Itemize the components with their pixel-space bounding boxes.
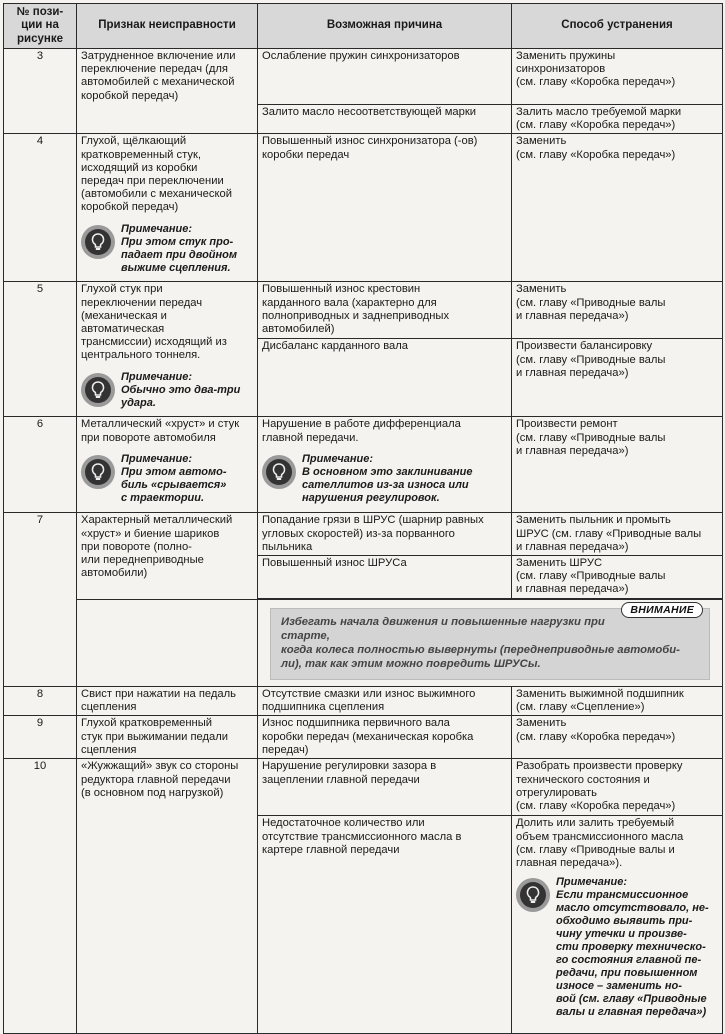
- note-text: В основном это заклинивание сателлитов из-за износа или нарушения регулировок.: [302, 465, 473, 504]
- note-box: [81, 223, 253, 275]
- note-text: Обычно это два-три удара.: [121, 383, 241, 409]
- remedy-cell: Заменить пружины синхронизаторов (см. главу «Коробка передач»): [512, 49, 723, 105]
- lightbulb-icon: [262, 455, 296, 489]
- table-row: [4, 134, 723, 282]
- warning-text: Избегать начала движения и повышенные нагрузки при старте, когда колеса полностью вывернуты (переднеприводные автомоби- ли), так как этим можно повредить ШРУСы.: [281, 616, 680, 671]
- note-text: Если трансмиссионное масло отсутствовало, не- обходимо выявить при- чину утечки и произве- сти проверку техническо- го состояния главной пе- редачи, при повышенном износе – заменить но- вой (см. главу «Приводные валы и главная передача»): [556, 889, 709, 1019]
- table-row: [4, 49, 723, 105]
- symptom-cell: Глухой стук при переключении передач (механическая и автоматическая трансмиссии) исходящий из центрального тоннеля. Примечание: Обычно это два-три удара.: [77, 282, 258, 417]
- symptom-cell: Затрудненное включение или переключение передач (для автомобилей с механической коробкой передач): [77, 49, 258, 134]
- lightbulb-icon: [81, 455, 115, 489]
- symptom-cell: Металлический «хруст» и стук при повороте автомобиля Примечание: При этом автомо- биль «срывается» с траектории.: [77, 417, 258, 513]
- cause-cell: Недостаточное количество или отсутствие трансмиссионного масла в картере главной передачи: [258, 816, 512, 1034]
- warning-row: [4, 600, 723, 687]
- symptom-cell: Глухой, щёлкающий кратковременный стук, исходящий из коробки передач при переключении (автомобили с механической коробкой передач) Примечание: При этом стук про- падает при двойном выжиме сцепления.: [77, 134, 258, 282]
- note-box: [81, 453, 253, 505]
- warning-cell: [258, 600, 723, 687]
- remedy-cell: Заменить (см. главу «Коробка передач»): [512, 716, 723, 759]
- lightbulb-icon: [81, 373, 115, 407]
- note-text: При этом автомо- биль «срывается» с траектории.: [121, 465, 227, 504]
- table-row: [4, 513, 723, 556]
- header-position-number: № пози- ции на рисунке: [4, 4, 77, 49]
- position-number: 4: [4, 134, 77, 282]
- remedy-cell: Заменить (см. главу «Коробка передач»): [512, 134, 723, 282]
- remedy-cell: Произвести ремонт (см. главу «Приводные валы и главная передача»): [512, 417, 723, 513]
- cause-cell: Повышенный износ крестовин карданного вала (характерно для полноприводных и заднеприводных автомобилей): [258, 282, 512, 339]
- cause-cell: Нарушение в работе дифференциала главной передачи. Примечание: В основном это заклинивание сателлитов из-за износа или нарушения регулировок.: [258, 417, 512, 513]
- position-number: 10: [4, 759, 77, 1034]
- remedy-cell: Заменить (см. главу «Приводные валы и главная передача»): [512, 282, 723, 339]
- table-row: [4, 716, 723, 759]
- table-row: [4, 687, 723, 716]
- cause-cell: Отсутствие смазки или износ выжимного подшипника сцепления: [258, 687, 512, 716]
- cause-cell: Дисбаланс карданного вала: [258, 339, 512, 417]
- cause-cell: Повышенный износ ШРУСа: [258, 556, 512, 599]
- table-row: [4, 282, 723, 339]
- position-number: 5: [4, 282, 77, 417]
- table-row: [4, 417, 723, 513]
- remedy-cell: Заменить пыльник и промыть ШРУС (см. главу «Приводные валы и главная передача»): [512, 513, 723, 556]
- remedy-cell: Долить или залить требуемый объем трансмиссионного масла (см. главу «Приводные валы и главная передача»). Примечание: Если трансмиссионное масло отсутствовало, не- обходимо выявить при- чину утечки и произве- сти проверку техническо- го состояния главной пе- редачи, при повышенном износе – заменить но- вой (см. главу «Приводные валы и главная передача»): [512, 816, 723, 1034]
- position-number: 9: [4, 716, 77, 759]
- remedy-cell: Разобрать произвести проверку технического состояния и отрегулировать (см. главу «Коробка передач»): [512, 759, 723, 816]
- symptom-cell: Характерный металлический «хруст» и биение шариков при повороте (полно- или переднеприводные автомобили): [77, 513, 258, 600]
- remedy-cell: Заменить ШРУС (см. главу «Приводные валы и главная передача»): [512, 556, 723, 599]
- remedy-cell: Залить масло требуемой марки (см. главу «Коробка передач»): [512, 105, 723, 134]
- fault-table: [3, 3, 723, 1034]
- warning-box: [270, 604, 710, 680]
- table-header-row: [4, 4, 723, 49]
- header-remedy: Способ устранения: [512, 4, 723, 49]
- remedy-cell: Произвести балансировку (см. главу «Приводные валы и главная передача»): [512, 339, 723, 417]
- cause-cell: Износ подшипника первичного вала коробки передач (механическая коробка передач): [258, 716, 512, 759]
- note-title: Примечание:: [121, 452, 193, 465]
- cause-cell: Попадание грязи в ШРУС (шарнир равных угловых скоростей) из-за порванного пыльника: [258, 513, 512, 556]
- cause-cell: Повышенный износ синхронизатора (-ов) коробки передач: [258, 134, 512, 282]
- position-number: 3: [4, 49, 77, 134]
- lightbulb-icon: [81, 225, 115, 259]
- position-number: 6: [4, 417, 77, 513]
- note-title: Примечание:: [556, 876, 628, 889]
- symptom-cell: «Жужжащий» звук со стороны редуктора главной передачи (в основном под нагрузкой): [77, 759, 258, 1034]
- note-box: [516, 876, 718, 1019]
- note-title: Примечание:: [121, 222, 193, 235]
- cause-cell: Залито масло несоответствующей марки: [258, 105, 512, 134]
- position-number: 7: [4, 513, 77, 687]
- symptom-cell: Глухой кратковременный стук при выжимании педали сцепления: [77, 716, 258, 759]
- cause-cell: Нарушение регулировки зазора в зацеплении главной передачи: [258, 759, 512, 816]
- warning-label: ВНИМАНИЕ: [621, 602, 703, 618]
- symptom-cell: Свист при нажатии на педаль сцепления: [77, 687, 258, 716]
- note-title: Примечание:: [302, 452, 374, 465]
- table-row: [4, 759, 723, 816]
- note-title: Примечание:: [121, 370, 193, 383]
- note-box: [262, 453, 507, 505]
- header-cause: Возможная причина: [258, 4, 512, 49]
- note-text: При этом стук про- падает при двойном выжиме сцепления.: [121, 235, 238, 274]
- cause-cell: Ослабление пружин синхронизаторов: [258, 49, 512, 105]
- note-box: [81, 371, 253, 410]
- position-number: 8: [4, 687, 77, 716]
- remedy-cell: Заменить выжимной подшипник (см. главу «Сцепление»): [512, 687, 723, 716]
- header-symptom: Признак неисправности: [77, 4, 258, 49]
- lightbulb-icon: [516, 878, 550, 912]
